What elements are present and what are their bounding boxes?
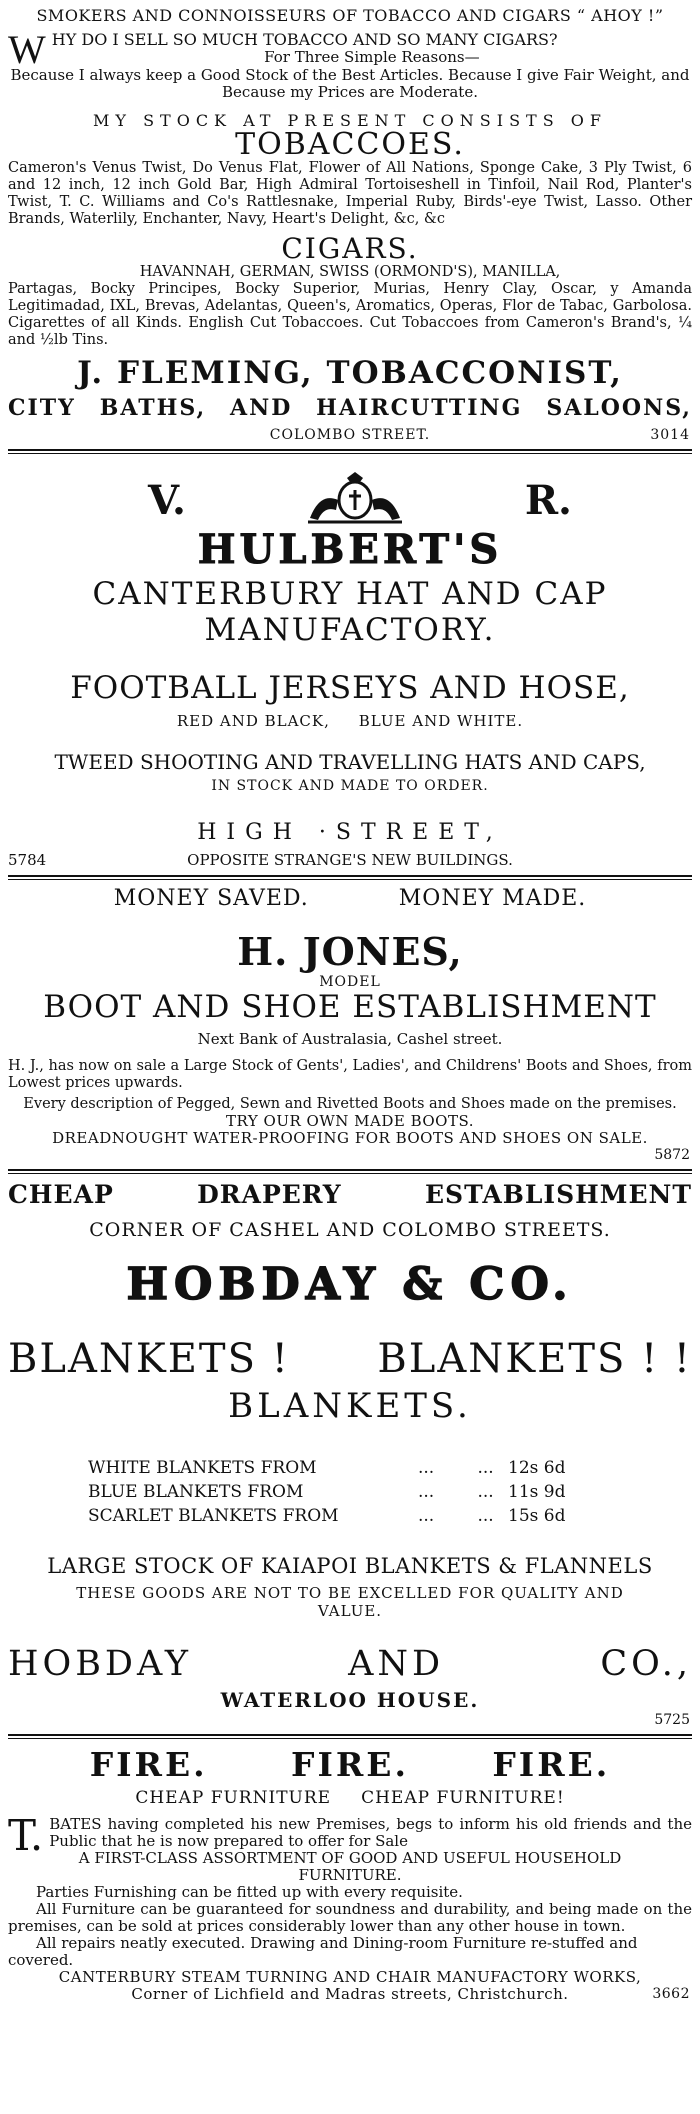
ad2-vr-row [8,460,692,530]
ad4-cheap-word: ESTABLISHMENT [424,1180,692,1209]
divider [8,1169,692,1174]
ad-tobacconist [8,6,692,443]
ad3-p1: H. J., has now on sale a Large Stock of Gents', Ladies', and Childrens' Boots and Shoes, from Lowest prices upwards. [8,1058,692,1091]
ad5-p2: All Furniture can be guaranteed for soundness and durability, and being made on the premises, can be sold at prices considerably lower than any other house in town. [8,1900,692,1935]
ad5-works: CANTERBURY STEAM TURNING AND CHAIR MANUFACTORY WORKS, [58,1968,642,1986]
ad1-reasons: For Three Simple Reasons— [264,48,480,66]
ad1-cigar-list: Partagas, Bocky Principes, Bocky Superior, Murias, Henry Clay, Oscar, y Amanda Legitimadad, IXL, Brevas, Adelantas, Queen's, Aromatics, Operas, Flor de Tabac, Garbolosa. Cigarettes of all Kinds. English Cut Tobaccoes. Cut Tobaccoes from Cameron's Brand's, ¼ and ½lb Tins. [8,281,692,348]
price-value: 11s 9d [508,1482,566,1502]
ad1-number: 3014 [650,427,690,443]
ad4-corner: CORNER OF CASHEL AND COLOMBO STREETS. [89,1219,611,1241]
price-value: 15s 6d [508,1506,566,1526]
price-item: WHITE BLANKETS FROM [88,1458,317,1478]
price-value: 12s 6d [508,1458,566,1478]
ad3-number-row [8,1147,692,1163]
ad4-cheap-word: CHEAP [8,1180,114,1209]
ad1-dropcap: W [8,27,46,72]
ad3-establishment: BOOT AND SHOE ESTABLISHMENT [43,989,657,1025]
ad3-next: Next Bank of Australasia, Cashel street. [197,1030,503,1048]
ad2-street: HIGH ·STREET, [197,820,503,845]
ad2-r: R. [524,476,572,524]
ad1-address [8,427,692,443]
ad4-blankets-c: BLANKETS. [228,1386,472,1426]
ad5-bates-text: BATES having completed his new Premises, begs to inform his old friends and the Public that he is now prepared to offer for Sale [49,1815,692,1850]
ad4-blankets-a: BLANKETS ! [8,1336,290,1382]
ad2-title-2: MANUFACTORY. [204,612,496,648]
ad1-fleming: J. FLEMING, TOBACCONIST, [77,355,623,391]
ad3-try: TRY OUR OWN MADE BOOTS. [226,1112,474,1130]
ad1-city-word: BATHS, [99,395,207,421]
ad1-tobacco-list: Cameron's Venus Twist, Do Venus Flat, Flower of All Nations, Sponge Cake, 3 Ply Twist, 6 and 12 inch, 12 inch Gold Bar, High Admiral Tortoiseshell in Tinfoil, Nail Rod, Planter's Twist, T. C. Williams and Co's Rattlesnake, Imperial Ruby, Birds'-eye Twist, Lasso. Other Brands, Waterlily, Enchanter, Navy, Heart's Delight, &c, &c [8,160,692,227]
ad3-dread: DREADNOUGHT WATER-PROOFING FOR BOOTS AND SHOES ON SALE. [52,1129,648,1147]
ad5-number: 3662 [652,1986,690,2002]
ad2-number: 5784 [8,851,47,869]
ad-hulberts [8,460,692,869]
price-dots: ... ... [418,1482,494,1502]
ad1-my-stock: MY STOCK AT PRESENT CONSISTS OF [93,111,607,130]
ad2-stock: IN STOCK AND MADE TO ORDER. [211,778,489,794]
ad2-title-1: CANTERBURY HAT AND CAP [92,576,608,612]
ad4-cheap-row [8,1180,692,1209]
ad3-number: 5872 [654,1147,690,1163]
ad2-colors: RED AND BLACK, BLUE AND WHITE. [176,712,524,730]
price-item: BLUE BLANKETS FROM [88,1482,304,1502]
ad1-headline: SMOKERS AND CONNOISSEURS OF TOBACCO AND CIGARS “ AHOY !” [36,6,664,25]
divider [8,1734,692,1739]
ad5-furn-a: CHEAP FURNITURE [135,1788,332,1808]
ad4-hobday-row [8,1644,692,1684]
ad5-bates [8,1811,692,1860]
ad4-number: 5725 [654,1712,690,1728]
ad4-hobday-word: CO., [600,1644,692,1684]
ad2-v: V. [148,476,186,524]
price-dots: ... ... [418,1458,494,1478]
ad5-corner: Corner of Lichfield and Madras streets, Christchurch. [131,1985,569,2003]
ad5-fire-word: FIRE. [89,1745,208,1784]
ad4-blankets-b: BLANKETS ! ! [377,1336,692,1382]
ad3-name: H. JONES, [237,929,463,974]
list-item [88,1480,608,1504]
ad4-cheap-word: DRAPERY [197,1180,342,1209]
ad4-blankets-row [8,1336,692,1382]
ad2-opposite-row [8,851,692,869]
divider [8,449,692,454]
price-dots: ... ... [418,1506,494,1526]
price-item: SCARLET BLANKETS FROM [88,1506,339,1526]
ad5-furn-b: CHEAP FURNITURE! [361,1788,565,1808]
ad-jones [8,886,692,1163]
ad-bates [8,1745,692,2003]
ad4-hobday-word: HOBDAY [8,1644,192,1684]
ad5-dropcap: T. [8,1811,44,1860]
ad1-address-text: COLOMBO STREET. [269,427,431,443]
ad1-city-word: HAIRCUTTING [316,395,523,421]
royal-crest-icon [300,470,410,530]
newspaper-page [8,0,692,2003]
ad4-large: LARGE STOCK OF KAIAPOI BLANKETS & FLANNELS [47,1554,653,1578]
ad2-opposite: OPPOSITE STRANGE'S NEW BUILDINGS. [187,851,513,869]
ad4-logo: HOBDAY & CO. [126,1259,574,1310]
ad4-price-list [88,1456,608,1528]
ad3-p2: Every description of Pegged, Sewn and Rivetted Boots and Shoes made on the premises. [23,1096,677,1112]
divider [8,875,692,880]
ad1-city-word: SALOONS, [546,395,692,421]
ad1-city-baths [8,395,692,421]
ad4-number-row [8,1712,692,1728]
ad5-furniture-row [8,1788,692,1808]
ad4-hobday-word: AND [348,1644,445,1684]
ad1-cigar-kinds: HAVANNAH, GERMAN, SWISS (ORMOND'S), MANILLA, [139,264,561,280]
ad1-tobaccoes: TOBACCOES. [235,127,465,162]
ad1-cigars: CIGARS. [281,232,419,265]
list-item [88,1456,608,1480]
ad1-city-word: CITY [8,395,76,421]
ad5-corner-row [8,1986,692,2003]
ad3-made: MONEY MADE. [398,886,587,911]
ad3-money-row [8,886,692,911]
ad1-because: Because I always keep a Good Stock of the Best Articles. Because I give Fair Weight, and Because my Prices are Moderate. [10,66,690,101]
ad5-fire-row [8,1745,692,1784]
ad-hobday [8,1180,692,1728]
ad3-saved: MONEY SAVED. [113,886,309,911]
ad5-fire-word: FIRE. [492,1745,611,1784]
ad5-assortment: A FIRST-CLASS ASSORTMENT OF GOOD AND USEFUL HOUSEHOLD FURNITURE. [78,1849,622,1884]
list-item [88,1504,608,1528]
ad5-p3: All repairs neatly executed. Drawing and Dining-room Furniture re-stuffed and covered. [8,1934,638,1969]
ad2-football: FOOTBALL JERSEYS AND HOSE, [70,670,630,706]
ad1-city-word: AND [230,395,293,421]
ad4-waterloo: WATERLOO HOUSE. [220,1688,480,1712]
ad2-brand: HULBERT'S [197,526,503,573]
ad5-fire-word: FIRE. [291,1745,409,1784]
ad4-these: THESE GOODS ARE NOT TO BE EXCELLED FOR QUALITY AND VALUE. [76,1584,624,1620]
ad2-tweed: TWEED SHOOTING AND TRAVELLING HATS AND CAPS, [54,750,646,774]
ad3-model: MODEL [319,974,381,990]
ad5-p1: Parties Furnishing can be fitted up with every requisite. [36,1883,463,1901]
ad1-why-text: HY DO I SELL SO MUCH TOBACCO AND SO MANY CIGARS? [51,30,558,49]
